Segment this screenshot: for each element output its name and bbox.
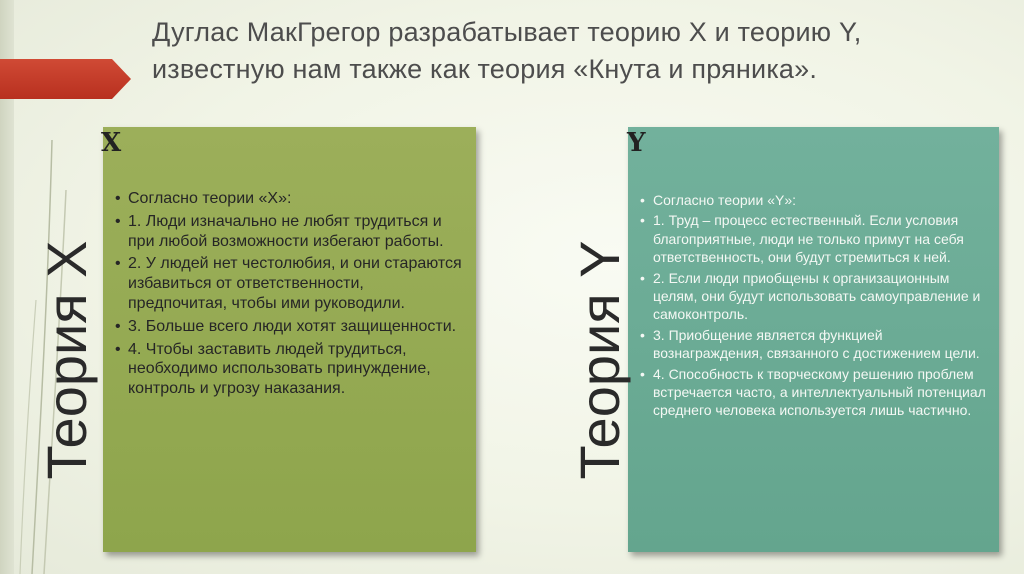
list-item: • Согласно теории «X»: <box>115 189 465 209</box>
theory-y-card <box>628 127 999 552</box>
list-item: • Согласно теории «Y»: <box>640 191 990 209</box>
theory-y-letter: Y <box>627 128 646 158</box>
list-item: • 4. Чтобы заставить людей трудиться, необходимо использовать принуждение, контроль и угрозу наказания. <box>115 340 465 399</box>
slide-title: Дуглас МакГрегор разрабатывает теорию X и теорию Y, известную нам также как теория «Кнута и пряника». <box>152 17 862 84</box>
theory-x-card <box>103 127 476 552</box>
list-item: • 3. Приобщение является функцией вознаграждения, связанного с достижением цели. <box>640 326 990 363</box>
list-item: • 4. Способность к творческому решению проблем встречается часто, а интеллектуальный потенциал среднего человека используется лишь частично. <box>640 365 990 420</box>
theory-y-side-label: Теория Y <box>568 240 631 480</box>
list-item: • 1. Люди изначально не любят трудиться и при любой возможности избегают работы. <box>115 212 465 252</box>
list-item: • 1. Труд – процесс естественный. Если условия благоприятные, люди не только примут на себя ответственность, они будут стремиться к ней. <box>640 211 990 266</box>
theory-x-letter: X <box>101 128 122 158</box>
theory-x-side-label: Теория X <box>35 240 98 480</box>
accent-arrow-shape <box>0 59 131 99</box>
list-item: • 2. У людей нет честолюбия, и они стараются избавиться от ответственности, предпочитая, чтобы ими руководили. <box>115 254 465 313</box>
list-item: • 3. Больше всего люди хотят защищенности. <box>115 317 465 337</box>
list-item: • 2. Если люди приобщены к организационным целям, они будут использовать самоуправление и самоконтроль. <box>640 269 990 324</box>
theory-y-list <box>640 191 990 422</box>
theory-x-list <box>115 189 465 402</box>
